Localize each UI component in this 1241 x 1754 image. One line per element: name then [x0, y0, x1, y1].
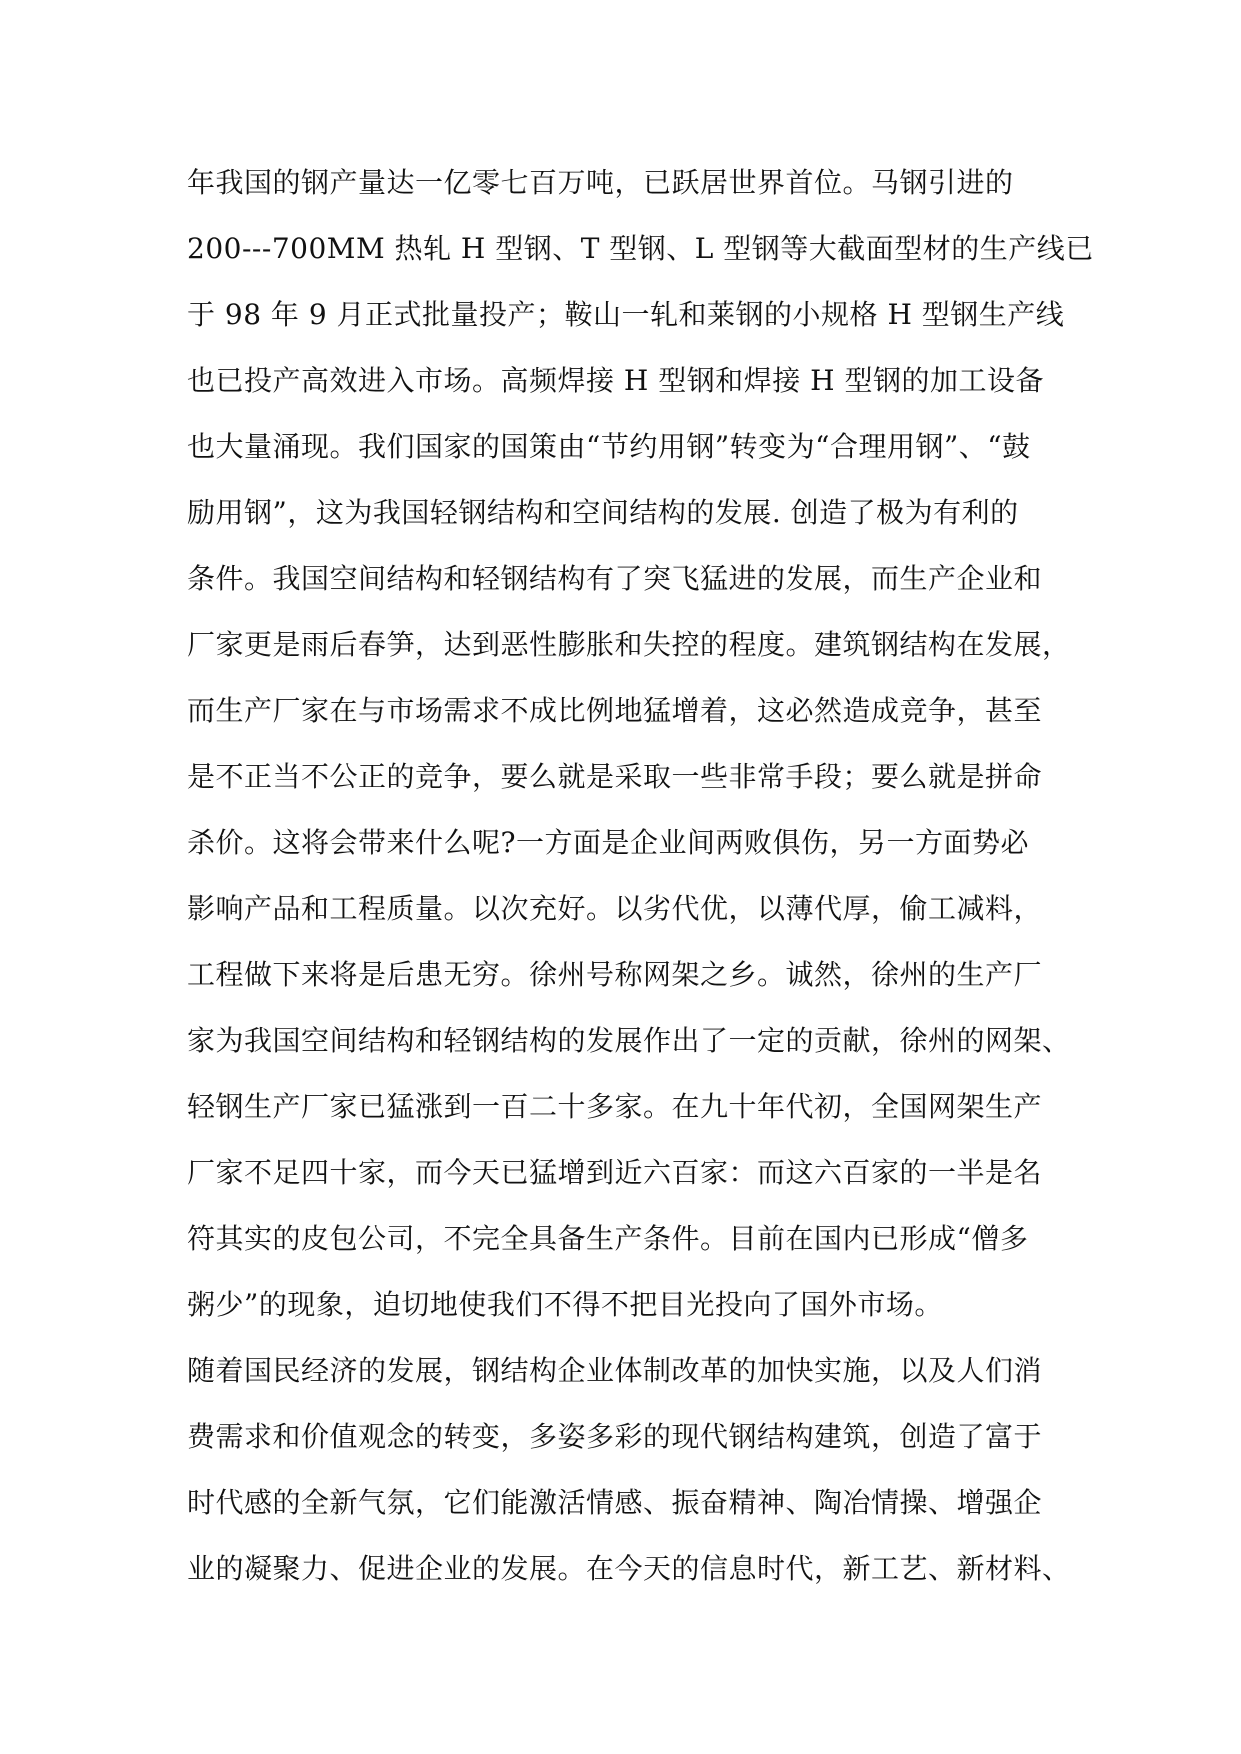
body-text [187, 150, 1094, 1602]
text-line: 厂家不足四十家，而今天已猛增到近六百家：而这六百家的一半是名 [187, 1156, 1043, 1189]
text-line: 工程做下来将是后患无穷。徐州号称网架之乡。诚然，徐州的生产厂 [187, 958, 1043, 991]
text-line: 条件。我国空间结构和轻钢结构有了突飞猛进的发展，而生产企业和 [187, 562, 1043, 595]
text-line: 费需求和价值观念的转变，多姿多彩的现代钢结构建筑，创造了富于 [187, 1420, 1043, 1453]
text-line: 厂家更是雨后春笋，达到恶性膨胀和失控的程度。建筑钢结构在发展， [187, 628, 1071, 661]
text-line: 也大量涌现。我们国家的国策由“节约用钢”转变为“合理用钢”、“鼓 [187, 430, 1031, 463]
text-line: 200---700MM 热轧 H 型钢、T 型钢、L 型钢等大截面型材的生产线已 [187, 232, 1094, 265]
text-line: 影响产品和工程质量。以次充好。以劣代优，以薄代厚，偷工减料， [187, 892, 1043, 925]
text-line: 也已投产高效进入市场。高频焊接 H 型钢和焊接 H 型钢的加工设备 [187, 364, 1044, 397]
text-line: 励用钢”，这为我国轻钢结构和空间结构的发展. 创造了极为有利的 [187, 496, 1019, 529]
text-line: 粥少”的现象，迫切地使我们不得不把目光投向了国外市场。 [187, 1288, 943, 1321]
text-line: 家为我国空间结构和轻钢结构的发展作出了一定的贡献，徐州的网架、 [187, 1024, 1071, 1057]
text-line: 年我国的钢产量达一亿零七百万吨，已跃居世界首位。马钢引进的 [187, 166, 1014, 199]
text-line: 杀价。这将会带来什么呢?一方面是企业间两败俱伤，另一方面势必 [187, 826, 1030, 859]
text-line: 于 98 年 9 月正式批量投产；鞍山一轧和莱钢的小规格 H 型钢生产线 [187, 298, 1065, 331]
text-line: 而生产厂家在与市场需求不成比例地猛增着，这必然造成竞争，甚至 [187, 694, 1043, 727]
text-line: 业的凝聚力、促进企业的发展。在今天的信息时代，新工艺、新材料、 [187, 1552, 1071, 1585]
text-line: 轻钢生产厂家已猛涨到一百二十多家。在九十年代初，全国网架生产 [187, 1090, 1043, 1123]
text-line: 是不正当不公正的竞争，要么就是采取一些非常手段；要么就是拼命 [187, 760, 1043, 793]
text-line: 符其实的皮包公司，不完全具备生产条件。目前在国内已形成“僧多 [187, 1222, 1029, 1255]
text-line: 时代感的全新气氛，它们能激活情感、振奋精神、陶冶情操、增强企 [187, 1486, 1043, 1519]
text-line: 随着国民经济的发展，钢结构企业体制改革的加快实施，以及人们消 [187, 1354, 1043, 1387]
